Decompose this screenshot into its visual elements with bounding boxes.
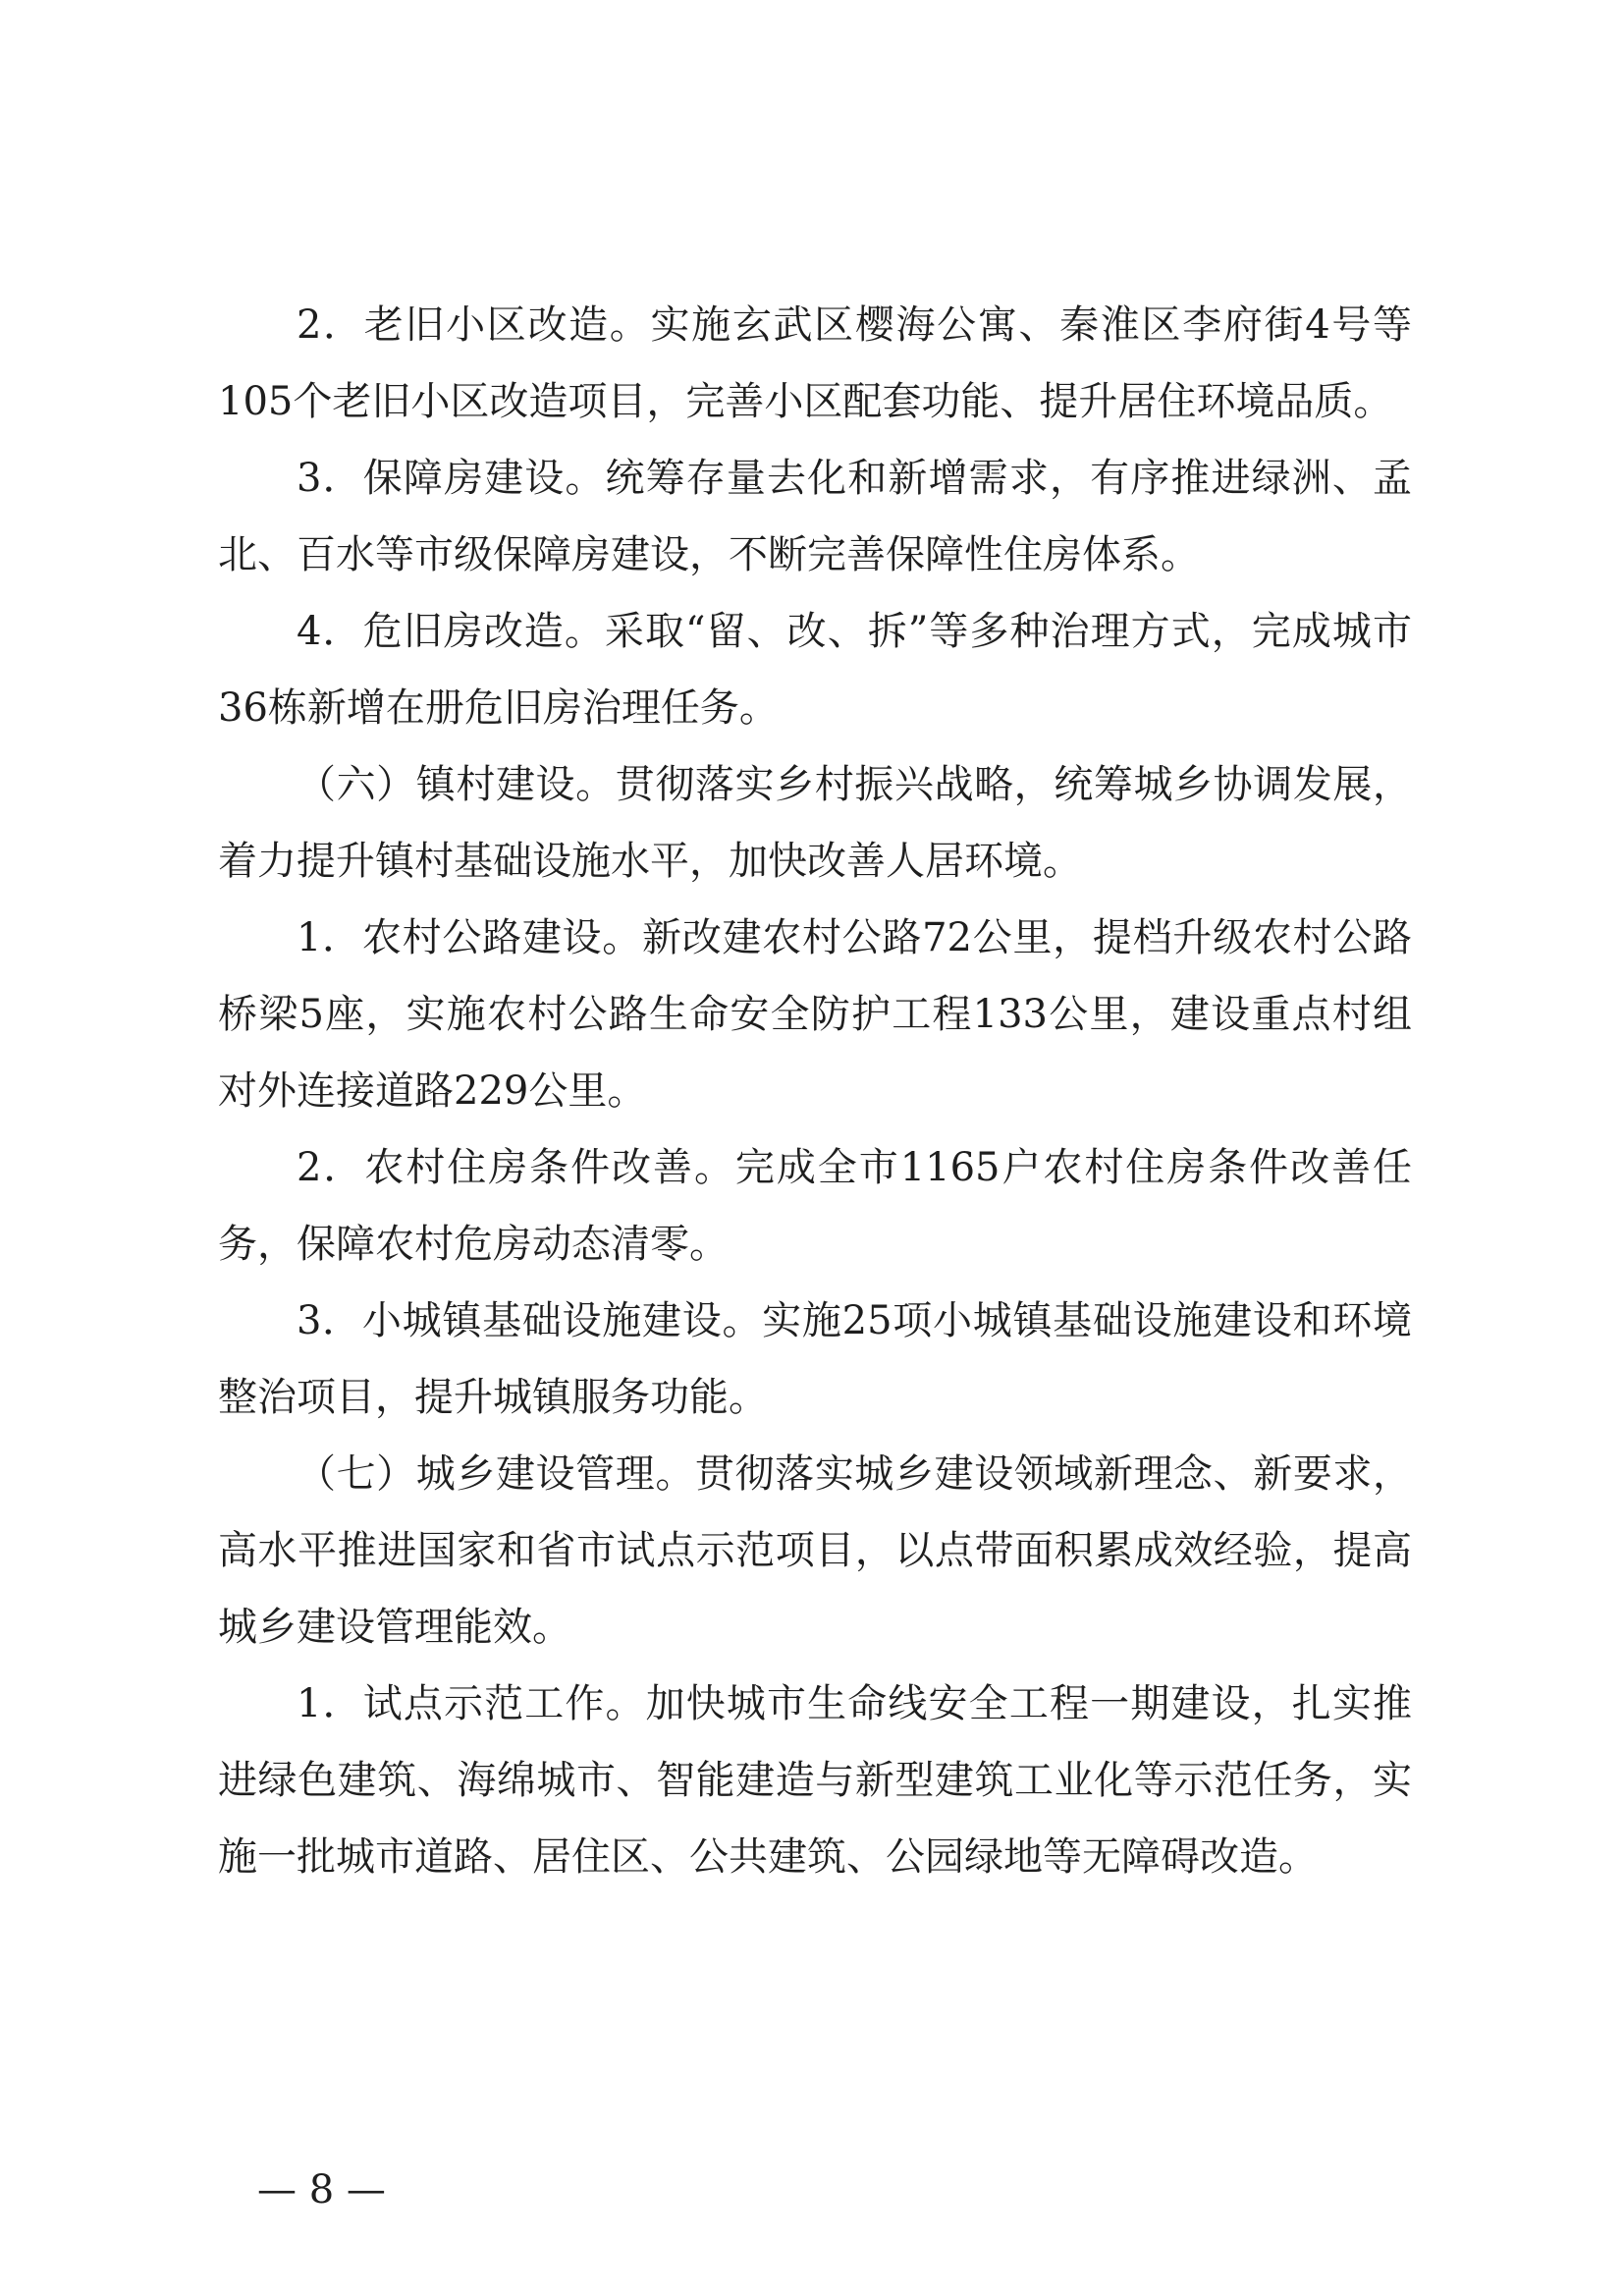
page-number: — 8 — [257, 2167, 386, 2213]
paragraph-affordable-housing: 3．保障房建设。统筹存量去化和新增需求，有序推进绿洲、孟北、百水等市级保障房建设，不断完善保障性住房体系。 [218, 456, 1412, 577]
paragraph-dilapidated-housing: 4．危旧房改造。采取“留、改、拆”等多种治理方式，完成城市36栋新增在册危旧房治理任务。 [218, 609, 1412, 731]
paragraph-small-town-infrastructure: 3．小城镇基础设施建设。实施25项小城镇基础设施建设和环境整治项目，提升城镇服务功能。 [218, 1298, 1412, 1420]
document-body [218, 287, 1412, 1895]
section-heading-town-village-construction: （六）镇村建设。贯彻落实乡村振兴战略，统筹城乡协调发展，着力提升镇村基础设施水平，加快改善人居环境。 [218, 762, 1412, 884]
paragraph-rural-housing: 2．农村住房条件改善。完成全市1165户农村住房条件改善任务，保障农村危房动态清零。 [218, 1145, 1412, 1267]
section-heading-urban-rural-management: （七）城乡建设管理。贯彻落实城乡建设领域新理念、新要求，高水平推进国家和省市试点示范项目，以点带面积累成效经验，提高城乡建设管理能效。 [218, 1451, 1412, 1650]
paragraph-rural-roads: 1．农村公路建设。新改建农村公路72公里，提档升级农村公路桥梁5座，实施农村公路生命安全防护工程133公里，建设重点村组对外连接道路229公里。 [218, 915, 1412, 1114]
paragraph-pilot-demonstration: 1．试点示范工作。加快城市生命线安全工程一期建设，扎实推进绿色建筑、海绵城市、智能建造与新型建筑工业化等示范任务，实施一批城市道路、居住区、公共建筑、公园绿地等无障碍改造。 [218, 1681, 1412, 1880]
paragraph-old-community-renovation: 2．老旧小区改造。实施玄武区樱海公寓、秦淮区李府街4号等105个老旧小区改造项目，完善小区配套功能、提升居住环境品质。 [218, 302, 1412, 424]
